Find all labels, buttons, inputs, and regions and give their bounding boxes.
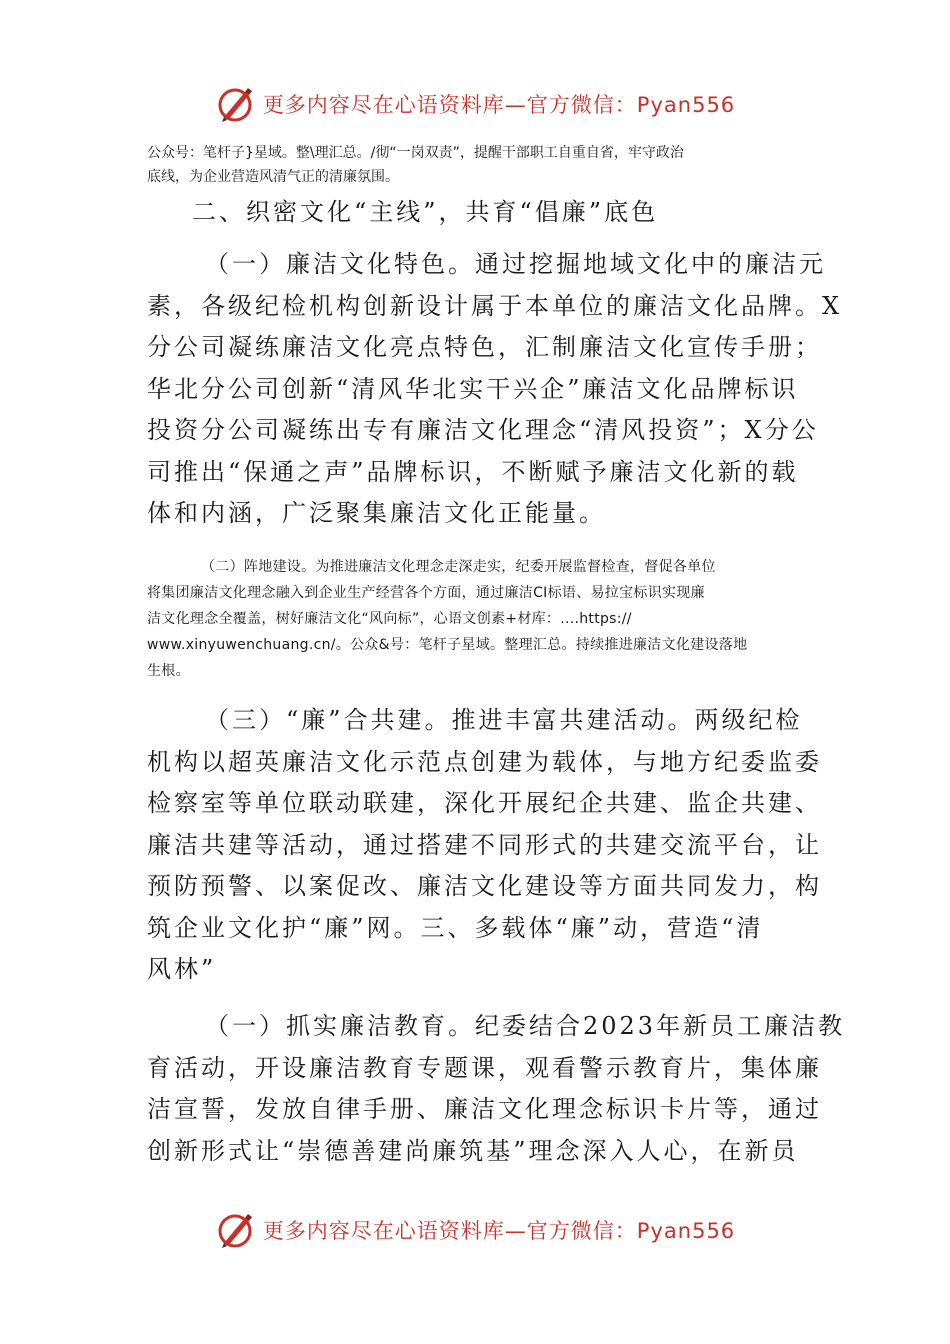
text-line: 分公司凝练廉洁文化亮点特色，汇制廉洁文化宣传手册； bbox=[147, 333, 822, 361]
text-line: （二）阵地建设。为推进廉洁文化理念走深走实，纪委开展监督检查，督促各单位 bbox=[201, 559, 716, 575]
text-line: 机构以超英廉洁文化示范点创建为载体，与地方纪委监委 bbox=[147, 747, 822, 776]
text-line: 底线，为企业营造风清气正的清廉氛围。 bbox=[147, 169, 399, 185]
footer-banner bbox=[0, 1206, 950, 1254]
text-line: （一）廉洁文化特色。通过挖掘地域文化中的廉洁元 bbox=[205, 250, 826, 278]
paragraph-integrity-education bbox=[147, 1006, 846, 1172]
text-line: 风林” bbox=[147, 955, 217, 983]
text-line: 检察室等单位联动联建，深化开展纪企共建、监企共建、 bbox=[147, 789, 822, 817]
header-banner-text: 更多内容尽在心语资料库—官方微信：Pyan556 bbox=[262, 93, 736, 117]
text-line: 素，各级纪检机构创新设计属于本单位的廉洁文化品牌。X bbox=[147, 291, 843, 320]
text-line: 投资分公司凝练出专有廉洁文化理念“清风投资”；X分公 bbox=[147, 416, 819, 444]
text-line: www.xinyuwenchuang.cn/。公众&号：笔杆子星域。整理汇总。持续推进廉洁文化建设落地 bbox=[147, 637, 748, 653]
text-line: 体和内涵，广泛聚集廉洁文化正能量。 bbox=[147, 499, 606, 527]
footer-banner-text: 更多内容尽在心语资料库—官方微信：Pyan556 bbox=[262, 1219, 736, 1243]
text-line: （三）“廉”合共建。推进丰富共建活动。两级纪检 bbox=[205, 706, 803, 734]
text-line: 将集团廉洁文化理念融入到企业生产经营各个方面，通过廉洁CI标语、易拉宝标识实现廉 bbox=[147, 585, 705, 601]
top-fragment bbox=[147, 141, 809, 189]
text-line: 创新形式让“崇德善建尚廉筑基”理念深入人心，在新员 bbox=[147, 1136, 799, 1165]
text-line: 公众号：笔杆子}星域。整\理汇总。/彻“一岗双责”，提醒干部职工自重自省，牢守政治 bbox=[147, 145, 684, 161]
text-line: 生根。 bbox=[147, 663, 190, 679]
paragraph-joint-building bbox=[147, 700, 822, 991]
text-line: 廉洁共建等活动，通过搭建不同形式的共建交流平台，让 bbox=[147, 830, 822, 859]
text-line: 华北分公司创新“清风华北实干兴企”廉洁文化品牌标识 bbox=[147, 374, 799, 403]
text-line: 育活动，开设廉洁教育专题课，观看警示教育片，集体廉 bbox=[147, 1053, 822, 1082]
heading-text: 二、织密文化“主线”，共育“倡廉”底色 bbox=[192, 198, 659, 226]
header-banner bbox=[0, 80, 950, 128]
paragraph-integrity-culture bbox=[147, 244, 843, 535]
text-line: 洁文化理念全覆盖，树好廉洁文化“风向标”，心语文创素+材库：....https:// bbox=[147, 611, 632, 627]
pen-circle-icon bbox=[215, 1210, 255, 1250]
text-line: 预防预警、以案促改、廉洁文化建设等方面共同发力，构 bbox=[147, 872, 822, 900]
pen-circle-icon bbox=[215, 84, 255, 124]
text-line: （一）抓实廉洁教育。纪委结合2023年新员工廉洁教 bbox=[205, 1012, 846, 1040]
text-line: 筑企业文化护“廉”网。三、多载体“廉”动，营造“清 bbox=[147, 913, 764, 942]
section-heading bbox=[192, 192, 812, 234]
paragraph-position-building bbox=[147, 554, 809, 684]
text-line: 司推出“保通之声”品牌标识，不断赋予廉洁文化新的载 bbox=[147, 457, 799, 486]
text-line: 洁宣誓，发放自律手册、廉洁文化理念标识卡片等，通过 bbox=[147, 1095, 822, 1123]
